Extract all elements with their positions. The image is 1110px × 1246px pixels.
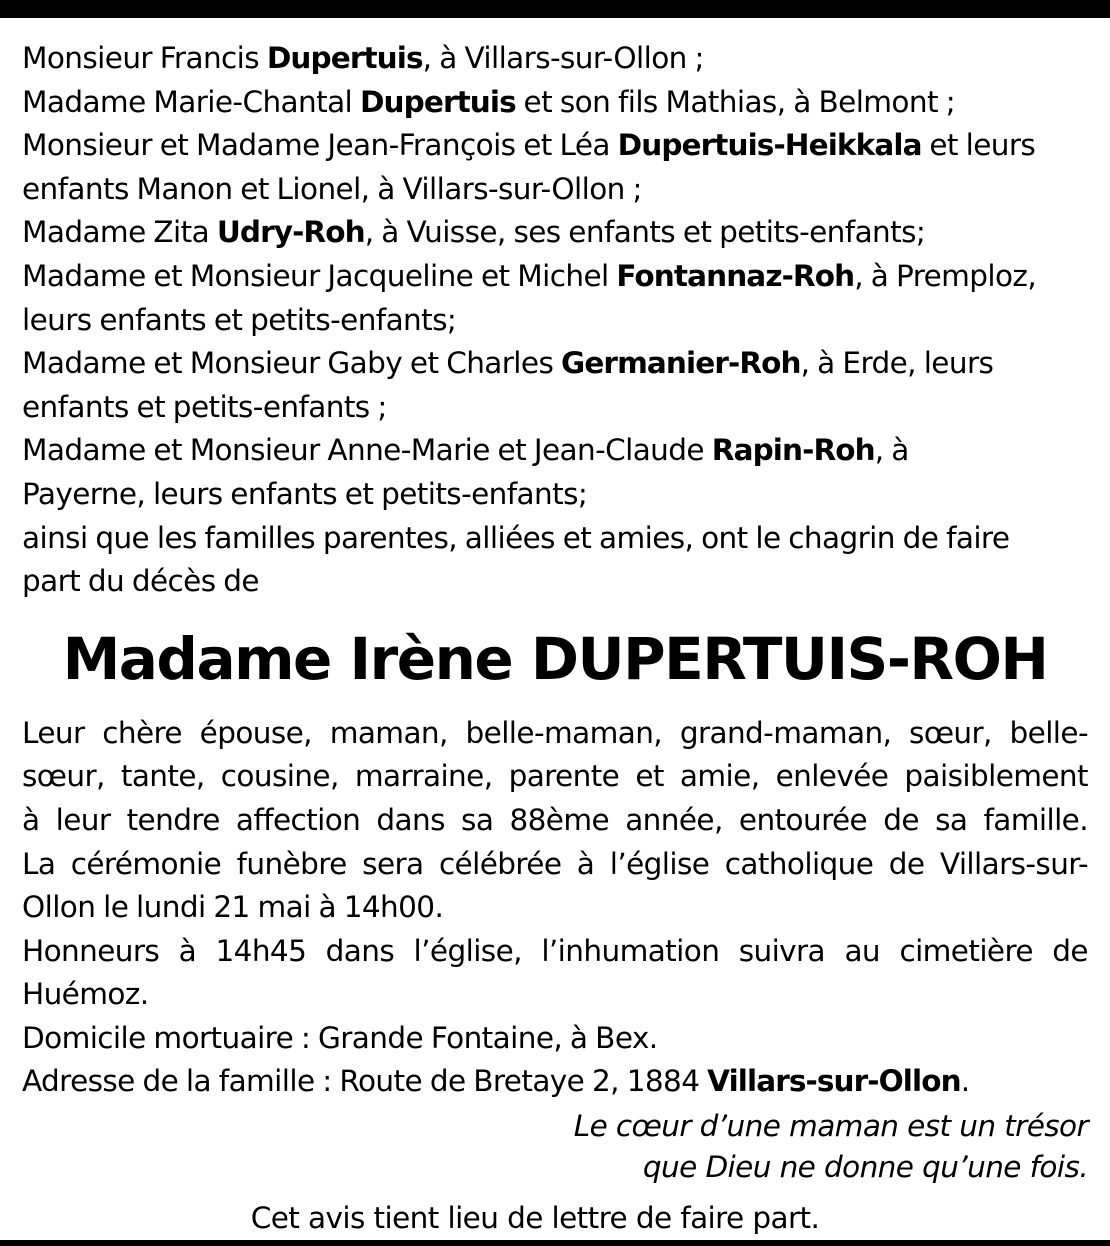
family-address: Adresse de la famille : Route de Bretaye 2, 1884 Villars-sur-Ollon.	[22, 1064, 970, 1099]
family-line: enfants Manon et Lionel, à Villars-sur-Ollon ;	[22, 171, 642, 206]
family-line: Madame et Monsieur Anne-Marie et Jean-Claude Rapin-Roh, à	[22, 433, 909, 468]
body-line: Honneurs à 14h45 dans l’église, l’inhumation suivra au cimetière de	[22, 933, 1088, 968]
family-line: Madame et Monsieur Jacqueline et Michel Fontannaz-Roh, à Premploz,	[22, 258, 1037, 293]
body-line: Leur chère épouse, maman, belle-maman, grand-maman, sœur, belle-	[22, 715, 1088, 750]
family-line: Madame Marie-Chantal Dupertuis et son fils Mathias, à Belmont ;	[22, 84, 956, 119]
body-line: à leur tendre affection dans sa 88ème année, entourée de sa famille.	[22, 802, 1088, 837]
notice-body	[22, 712, 1088, 1104]
family-line: Monsieur Francis Dupertuis, à Villars-sur-Ollon ;	[22, 41, 704, 75]
quote	[22, 1106, 1088, 1188]
bottom-border	[0, 1240, 1110, 1246]
family-line: enfants et petits-enfants ;	[22, 389, 387, 424]
family-line: Madame et Monsieur Gaby et Charles Germanier-Roh, à Erde, leurs	[22, 346, 994, 381]
body-line: Domicile mortuaire : Grande Fontaine, à Bex.	[22, 1020, 658, 1055]
family-line: ainsi que les familles parentes, alliées et amies, ont le chagrin de faire	[22, 520, 1010, 555]
body-line: Ollon le lundi 21 mai à 14h00.	[22, 890, 444, 925]
family-line: Madame Zita Udry-Roh, à Vuisse, ses enfants et petits-enfants;	[22, 215, 926, 250]
deceased-name: Madame Irène DUPERTUIS-ROH	[62, 624, 1048, 693]
family-line: leurs enfants et petits-enfants;	[22, 302, 457, 337]
body-line: Huémoz.	[22, 977, 149, 1012]
family-line: Monsieur et Madame Jean-François et Léa Dupertuis-Heikkala et leurs	[22, 128, 1036, 163]
quote-line: que Dieu ne donne qu’une fois.	[642, 1150, 1088, 1185]
family-list	[22, 37, 1088, 604]
body-line: La cérémonie funèbre sera célébrée à l’église catholique de Villars-sur-	[22, 846, 1088, 881]
top-border	[0, 0, 1110, 18]
death-notice	[22, 37, 1088, 1238]
family-line: part du décès de	[22, 564, 259, 599]
quote-line: Le cœur d’une maman est un trésor	[573, 1109, 1088, 1144]
closing-note: Cet avis tient lieu de lettre de faire part.	[250, 1201, 820, 1236]
family-line: Payerne, leurs enfants et petits-enfants;	[22, 476, 588, 511]
body-line: sœur, tante, cousine, marraine, parente et amie, enlevée paisiblement	[22, 759, 1088, 794]
